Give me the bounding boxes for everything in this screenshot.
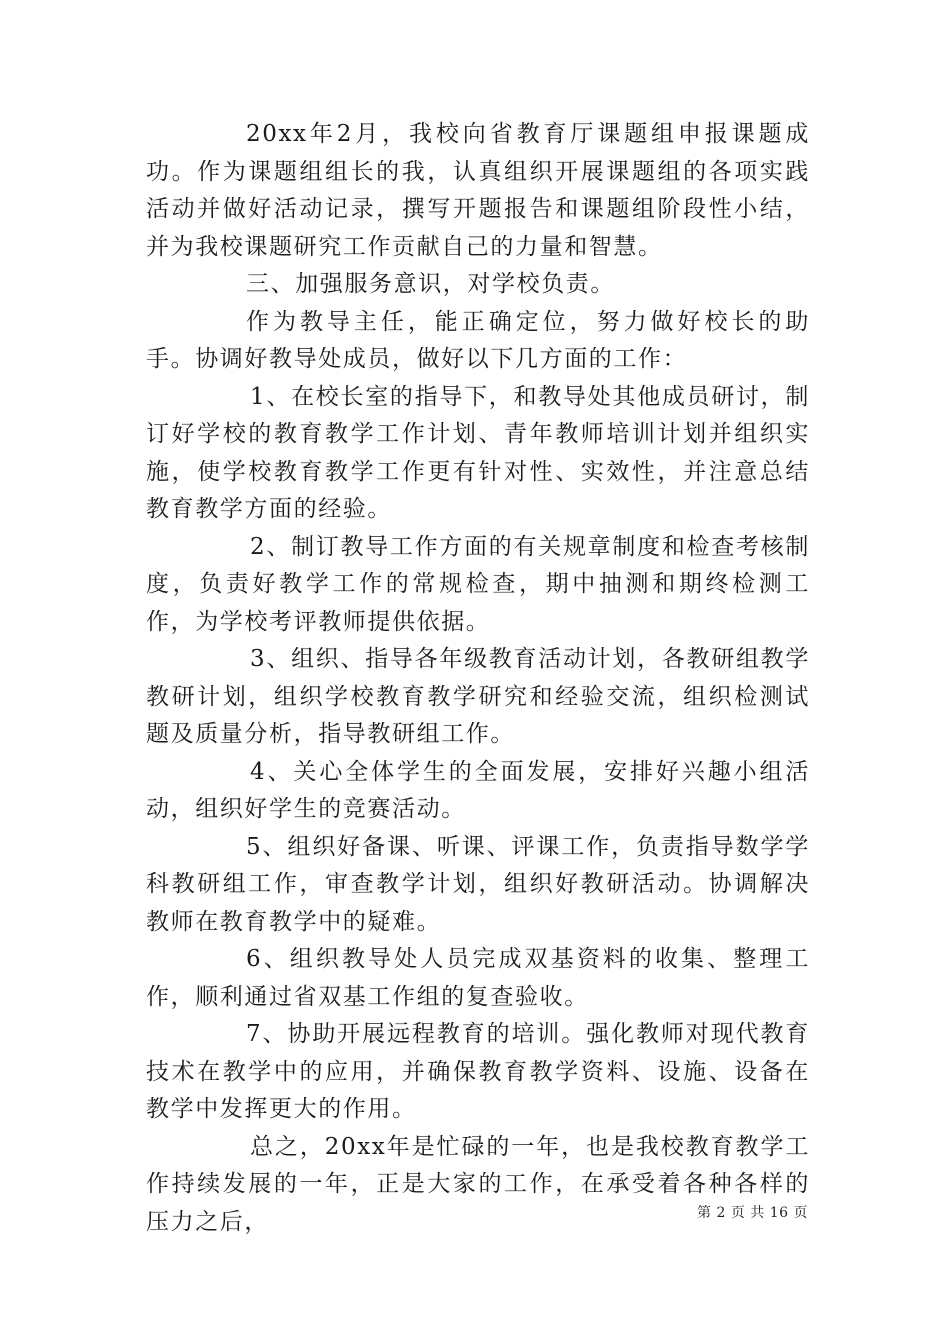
list-item-3: 3、组织、指导各年级教育活动计划，各教研组教学教研计划，组织学校教育教学研究和经验交流，组织检测试题及质量分析，指导教研组工作。	[146, 646, 810, 747]
list-item-1: 1、在校长室的指导下，和教导处其他成员研讨，制订好学校的教育教学工作计划、青年教师培训计划并组织实施，使学校教育教学工作更有针对性、实效性，并注意总结教育教学方面的经验。	[146, 383, 810, 522]
list-item-4: 4、关心全体学生的全面发展，安排好兴趣小组活动，组织好学生的竞赛活动。	[146, 758, 810, 822]
paragraph-research-project: 20xx年2月，我校向省教育厅课题组申报课题成功。作为课题组组长的我，认真组织开展课题组的各项实践活动并做好活动记录，撰写开题报告和课题组阶段性小结，并为我校课题研究工作贡献自己的力量和智慧。	[146, 121, 810, 260]
list-item-2: 2、制订教导工作方面的有关规章制度和检查考核制度，负责好教学工作的常规检查，期中抽测和期终检测工作，为学校考评教师提供依据。	[146, 533, 810, 635]
list-item-7: 7、协助开展远程教育的培训。强化教师对现代教育技术在教学中的应用，并确保教育教学资料、设施、设备在教学中发挥更大的作用。	[146, 1021, 810, 1122]
paragraph-summary: 总之，20xx年是忙碌的一年，也是我校教育教学工作持续发展的一年，正是大家的工作，在承受着各种各样的压力之后，	[146, 1133, 810, 1235]
section-heading-service: 三、加强服务意识，对学校负责。	[246, 271, 615, 297]
list-item-5: 5、组织好备课、听课、评课工作，负责指导数学学科教研组工作，审查教学计划，组织好教研活动。协调解决教师在教育教学中的疑难。	[146, 833, 810, 935]
document-body	[146, 116, 810, 1241]
list-item-6: 6、组织教导处人员完成双基资料的收集、整理工作，顺利通过省双基工作组的复查验收。	[146, 946, 810, 1010]
page-number-footer: 第 2 页 共 16 页	[697, 1205, 808, 1221]
paragraph-role-intro: 作为教导主任，能正确定位，努力做好校长的助手。协调好教导处成员，做好以下几方面的工作：	[146, 308, 810, 372]
